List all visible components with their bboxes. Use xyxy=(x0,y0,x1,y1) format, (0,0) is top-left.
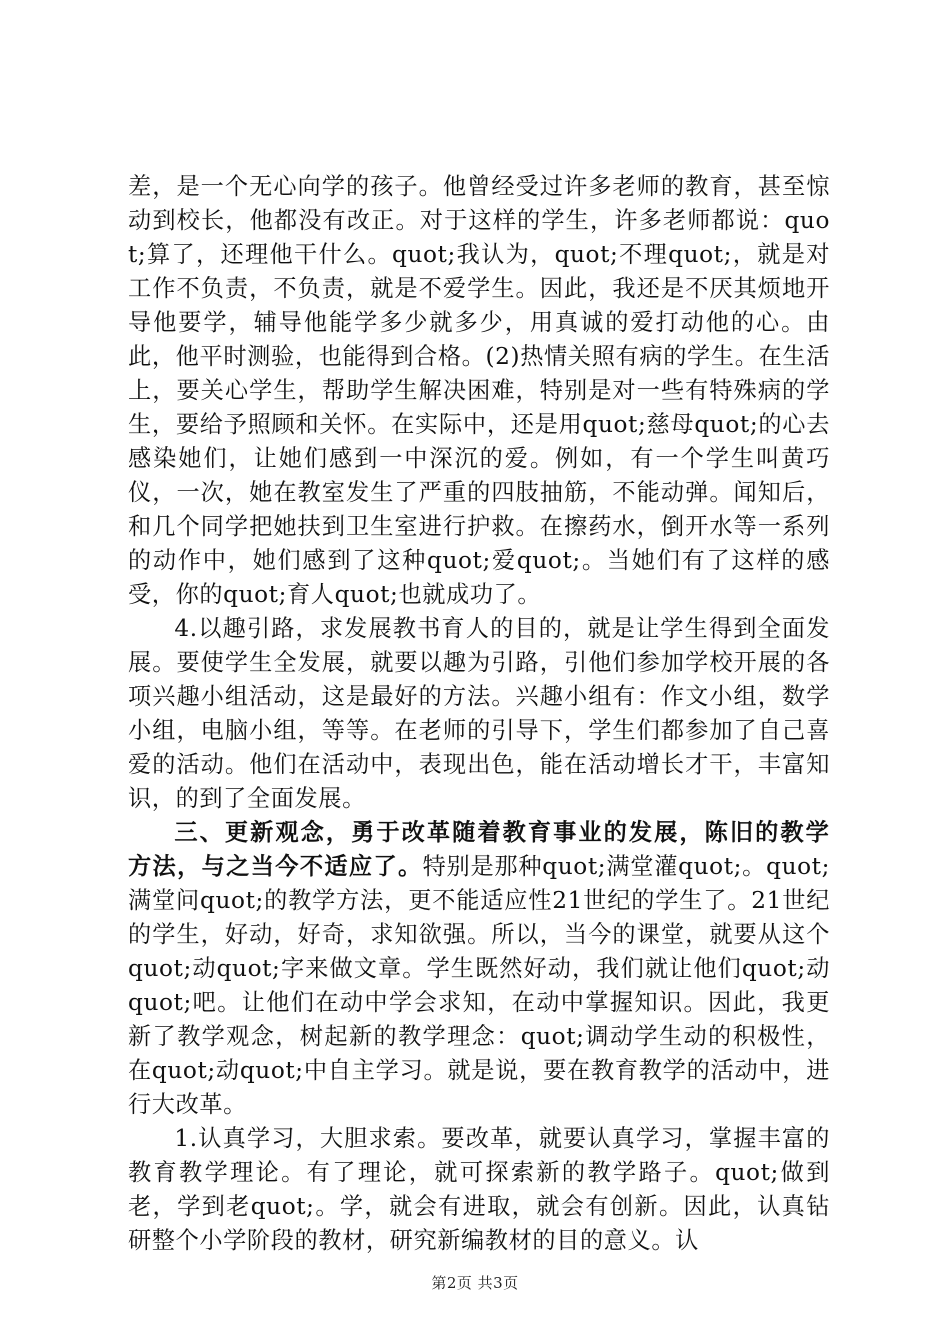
paragraph-1-text: 差，是一个无心向学的孩子。他曾经受过许多老师的教育，甚至惊动到校长，他都没有改正。对于这样的学生，许多老师都说：quot;算了，还理他干什么。quot;我认为，quot;不理quot;，就是对工作不负责，不负责，就是不爱学生。因此，我还是不厌其烦地开导他要学，辅导他能学多少就多少，用真诚的爱打动他的心。由此，他平时测验，也能得到合格。(2)热情关照有病的学生。在生活上，要关心学生，帮助学生解决困难，特别是对一些有特殊病的学生，要给予照顾和关怀。在实际中，还是用quot;慈母quot;的心去感染她们，让她们感到一中深沉的爱。例如，有一个学生叫黄巧仪，一次，她在教室发生了严重的四肢抽筋，不能动弹。闻知后，和几个同学把她扶到卫生室进行护救。在擦药水，倒开水等一系列的动作中，她们感到了这种quot;爱quot;。当她们有了这样的感受，你的quot;育人quot;也就成功了。 xyxy=(128,173,830,608)
paragraph-2-text: 4.以趣引路，求发展教书育人的目的，就是让学生得到全面发展。要使学生全发展，就要以趣为引路，引他们参加学校开展的各项兴趣小组活动，这是最好的方法。兴趣小组有：作文小组，数学小组，电脑小组，等等。在老师的引导下，学生们都参加了自己喜爱的活动。他们在活动中，表现出色，能在活动增长才干，丰富知识，的到了全面发展。 xyxy=(128,615,830,812)
page-footer xyxy=(0,1272,950,1293)
paragraph-3-text: 特别是那种quot;满堂灌quot;。quot;满堂问quot;的教学方法，更不能适应性21世纪的学生了。21世纪的学生，好动，好奇，求知欲强。所以，当今的课堂，就要从这个quot;动quot;字来做文章。学生既然好动，我们就让他们quot;动quot;吧。让他们在动中学会求知，在动中掌握知识。因此，我更新了教学观念，树起新的教学理念：quot;调动学生动的积极性，在quot;动quot;中自主学习。就是说，要在教育教学的活动中，进行大改革。 xyxy=(128,853,830,1118)
section-heading-three: 三、更新观念，勇于改革随着教育事业的发展，陈旧的教学方法，与之当今不适应了。 xyxy=(128,819,830,880)
paragraph-1 xyxy=(128,170,830,612)
paragraph-3 xyxy=(128,816,830,1122)
page-number-label: 第2页 共3页 xyxy=(431,1274,519,1292)
paragraph-2 xyxy=(128,612,830,816)
paragraph-4 xyxy=(128,1122,830,1258)
paragraph-4-text: 1.认真学习，大胆求索。要改革，就要认真学习，掌握丰富的教育教学理论。有了理论，就可探索新的教学路子。quot;做到老，学到老quot;。学，就会有进取，就会有创新。因此，认真钻研整个小学阶段的教材，研究新编教材的目的意义。认 xyxy=(128,1125,830,1254)
document-body xyxy=(128,170,830,1258)
